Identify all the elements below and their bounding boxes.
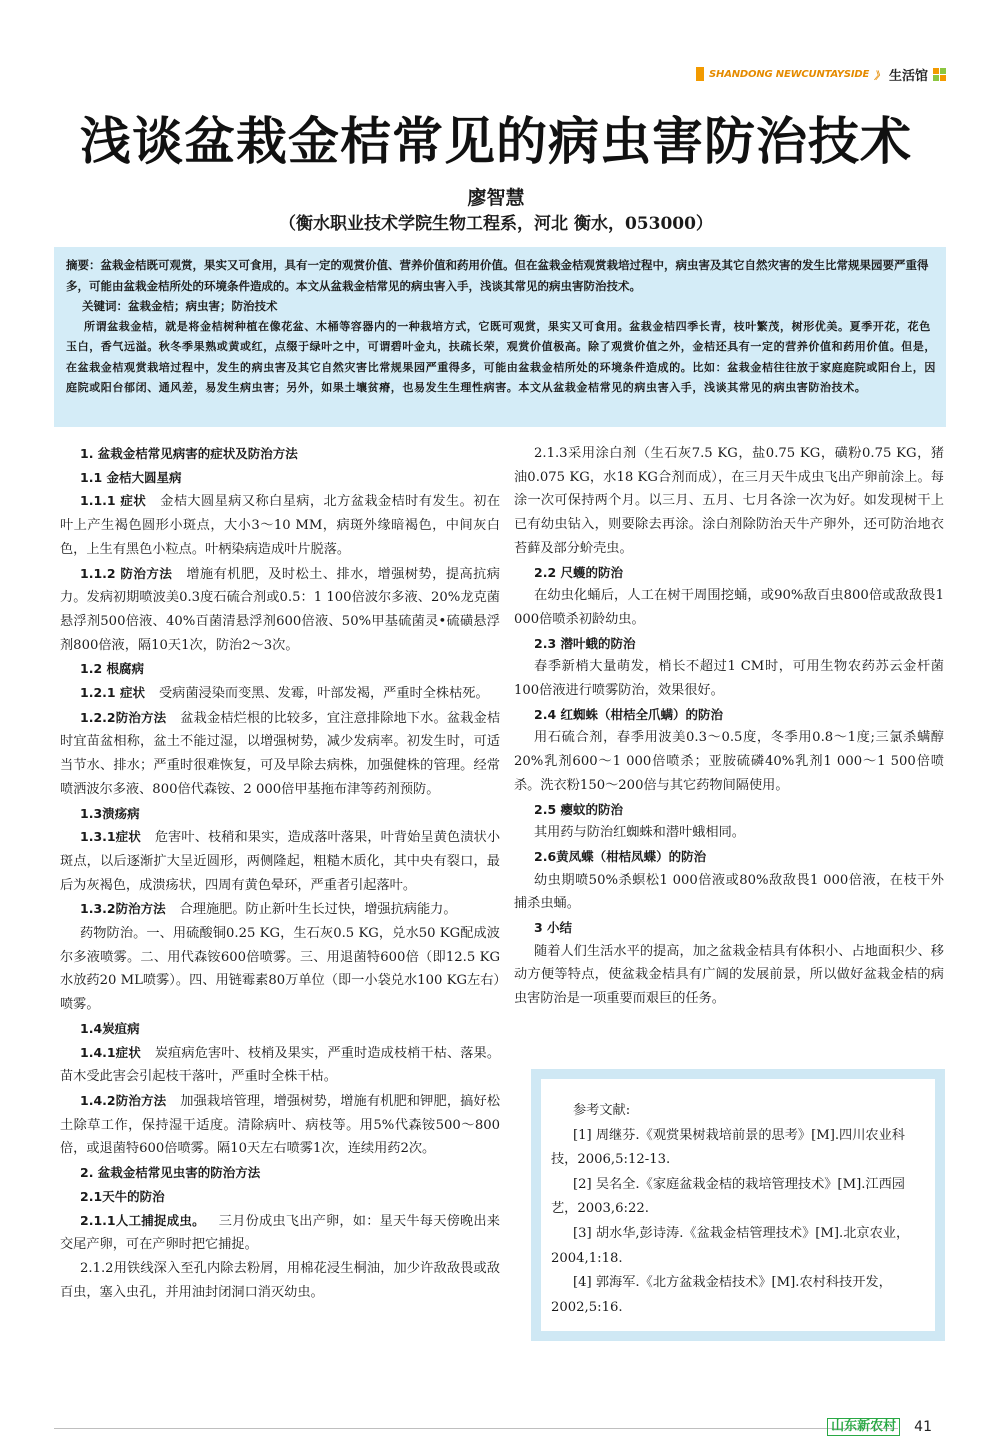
paragraph-text: 盆栽金桔烂根的比较多，宜注意排除地下水。盆栽金桔时宜苗盆相称，盆土不能过湿，以增强树势，减少发病率。初发生时，可适当节水、排水；严重时很难恢复，可及早除去病株，加强健株的管理。经常喷洒波尔多液、800倍代森铵、2 000倍甲基拖布津等药剂预防。 xyxy=(60,710,501,797)
body-paragraph xyxy=(60,897,500,922)
references-title: 参考文献: xyxy=(573,1103,631,1118)
abstract-summary: 摘要：盆栽金桔既可观赏，果实又可食用，具有一定的观赏价值、营养价值和药用价值。但在盆栽金桔观赏栽培过程中，病虫害及其它自然灾害的发生比常规果园要严重得多，可能由盆栽金桔所处的环境条件造成的。本文从盆栽金桔常见的病虫害入手，浅谈其常见的病虫害防治技术。 xyxy=(66,258,929,293)
keywords: 关键词：盆栽金桔；病虫害；防治技术 xyxy=(82,299,278,313)
section-heading: 2.3 潜叶蛾的防治 xyxy=(534,635,636,651)
body-paragraph xyxy=(60,706,500,802)
paragraph-text: 幼虫期喷50%杀螟松1 000倍液或80%敌敌畏1 000倍液，在枝干外捕杀虫蛹。 xyxy=(514,872,944,912)
paragraph-text: 危害叶、枝稍和果实，造成落叶落果，叶背始呈黄色渍状小斑点，以后逐渐扩大呈近圆形，两侧隆起，粗糙木质化，其中央有裂口，最后为灰褐色，成溃疡状，四周有黄色晕环，严重者引起落叶。 xyxy=(60,830,501,893)
paragraph-lead: 1.4.2防治方法 xyxy=(80,1092,167,1108)
body-paragraph xyxy=(60,562,500,658)
body-paragraph xyxy=(60,825,500,897)
reference-item: [4] 郭海军.《北方盆栽金桔技术》[M].农村科技开发，2002,5:16. xyxy=(551,1275,892,1315)
paragraph-text: 用石硫合剂，春季用波美0.3～0.5度，冬季用0.8～1度;三氯杀螨醇20%乳剂600～1 000倍喷杀；亚胺硫磷40%乳剂1 000～1 500倍喷杀。洗衣粉150～200倍与其它药物间隔使用。 xyxy=(514,730,944,793)
paragraph-text: 其用药与防治红蜘蛛和潜叶蛾相同。 xyxy=(534,825,745,841)
left-column xyxy=(60,442,500,1304)
paragraph-lead: 1.1.2 防治方法 xyxy=(80,565,173,581)
section-heading: 3 小结 xyxy=(534,920,573,936)
section-heading: 2.6黄凤蝶（柑桔凤蝶）的防治 xyxy=(534,848,707,864)
paragraph-text: 2.1.2用铁线深入至孔内除去粉屑，用棉花浸生桐油，加少许敌敌畏或敌百虫，塞入虫孔，并用油封闭洞口消灭幼虫。 xyxy=(60,1260,500,1300)
footer-rule xyxy=(54,1428,898,1429)
orange-bar-icon xyxy=(696,67,704,81)
body-paragraph xyxy=(514,442,944,561)
paragraph-text: 加强栽培管理，增强树势，增施有机肥和钾肥，搞好松土除草工作，保持湿干适度。清除病叶、病枝等。用5%代森铵500～800倍，或退菌特600倍喷雾。隔10天左右喷雾1次，连续用药2次。 xyxy=(60,1093,501,1157)
section-heading: 1.1 金桔大圆星病 xyxy=(80,469,182,485)
body-paragraph xyxy=(60,1041,500,1089)
body-paragraph xyxy=(514,821,944,845)
author-affiliation: （衡水职业技术学院生物工程系，河北 衡水，053000） xyxy=(279,214,713,234)
right-column xyxy=(514,442,944,1011)
section-heading: 1. 盆栽金桔常见病害的症状及防治方法 xyxy=(80,446,298,461)
author-name: 廖智慧 xyxy=(467,187,525,209)
section-heading: 2.1天牛的防治 xyxy=(80,1188,165,1204)
paragraph-text: 2.1.3采用涂白剂（生石灰7.5 KG，盐0.75 KG，磺粉0.75 KG，猪油0.075 KG，水18 KG合剂而成），在三月天牛成虫飞出产卵前涂上。每涂一次可保持两个月。以三月、五月、七月各涂一次为好。如发现树干上已有幼虫钻入，则要除去再涂。涂白剂除防治天牛产卵外，还可防治地衣苔藓及部分蚧壳虫。 xyxy=(514,446,944,556)
page-number: 41 xyxy=(914,1419,932,1435)
paragraph-text: 随着人们生活水平的提高，加之盆栽金桔具有体积小、占地面积少、移动方便等特点，使盆栽金桔具有广阔的发展前景，所以做好盆栽金桔的病虫害防治是一项重要而艰巨的任务。 xyxy=(514,943,944,1007)
body-paragraph xyxy=(514,869,944,916)
paragraph-lead: 1.3.2防治方法 xyxy=(80,901,166,917)
section-heading: 2.2 尺蠖的防治 xyxy=(534,564,623,580)
section-heading: 2.4 红蜘蛛（柑桔全爪螨）的防治 xyxy=(534,706,723,722)
magazine-logo: 山东新农村 xyxy=(827,1418,900,1436)
body-paragraph xyxy=(514,655,944,702)
body-paragraph xyxy=(60,1209,500,1257)
references-box xyxy=(531,1069,945,1341)
section-heading: 1.4炭疽病 xyxy=(80,1020,140,1036)
paragraph-text: 金桔大圆星病又称白星病，北方盆栽金桔时有发生。初在叶上产生褐色圆形小斑点，大小3～10 MM，病斑外缘暗褐色，中间灰白色，上生有黑色小粒点。叶柄染病造成叶片脱落。 xyxy=(60,494,501,557)
abstract-box xyxy=(54,247,946,427)
paragraph-text: 春季新梢大量萌发，梢长不超过1 CM时，可用生物农药苏云金杆菌100倍液进行喷雾防治，效果很好。 xyxy=(514,659,944,699)
paragraph-lead: 1.4.1症状 xyxy=(80,1044,141,1060)
reference-item: [3] 胡水华,彭诗涛.《盆栽金桔管理技术》[M].北京农业，2004,1:18. xyxy=(551,1225,910,1266)
paragraph-text: 合理施肥。防止新叶生长过快，增强抗病能力。 xyxy=(179,902,457,918)
intro-paragraph: 所谓盆栽金桔，就是将金桔树种植在像花盆、木桶等容器内的一种栽培方式，它既可观赏，果实又可食用。盆栽金桔四季长青，枝叶繁茂，树形优美。夏季开花，花色玉白，香气远溢。秋冬季果熟或黄或红，点缀于绿叶之中，可谓碧叶金丸，扶疏长荣，观赏价值极高。除了观赏价值之外，金桔还具有一定的营养价值和药用价值。但是，在盆栽金桔观赏栽培过程中，发生的病虫害及其它自然灾害比常规果园严重得多，可能由盆栽金桔所处的环境条件造成的。比如：盆栽金桔往往放于家庭庭院或阳台上，因庭院或阳台郁闭、通风差，易发生病虫害；另外，如果土壤贫瘠，也易发生生理性病害。本文从盆栽金桔常见的病虫害入手，浅谈其常见的病虫害防治技术。 xyxy=(66,319,936,394)
paragraph-text: 三月份成虫飞出产卵，如：星天牛每天傍晚出来交尾产卵，可在产卵时把它捕捉。 xyxy=(60,1213,500,1253)
paragraph-lead: 1.2.2防治方法 xyxy=(80,709,167,725)
body-paragraph xyxy=(514,726,944,797)
body-paragraph xyxy=(60,922,500,1017)
section-heading: 2.5 瘿蚊的防治 xyxy=(534,801,623,817)
body-paragraph xyxy=(60,1257,500,1304)
magazine-name-en: SHANDONG NEWCUNTAYSIDE xyxy=(709,68,870,80)
paragraph-lead: 1.1.1 症状 xyxy=(80,493,147,509)
body-paragraph xyxy=(60,1089,500,1161)
section-name: 生活馆 xyxy=(888,68,928,84)
article-title: 浅谈盆栽金桔常见的病虫害防治技术 xyxy=(79,113,912,172)
paragraph-text: 炭疽病危害叶、枝梢及果实，严重时造成枝梢干枯、落果。苗木受此害会引起枝干落叶，严重时全株干枯。 xyxy=(60,1045,501,1085)
section-heading: 1.2 根腐病 xyxy=(80,661,144,677)
section-heading: 1.3溃疡病 xyxy=(80,805,140,821)
body-paragraph xyxy=(60,681,500,706)
paragraph-text: 在幼虫化蛹后，人工在树干周围挖蛹，或90%敌百虫800倍或敌敌畏1 000倍喷杀初龄幼虫。 xyxy=(514,588,944,627)
reference-item: [2] 吴名全.《家庭盆栽金桔的栽培管理技术》[M].江西园艺，2003,6:22. xyxy=(551,1176,905,1217)
page-footer xyxy=(827,1418,932,1436)
paragraph-lead: 2.1.1人工捕捉成虫。 xyxy=(80,1212,205,1228)
paragraph-lead: 1.2.1 症状 xyxy=(80,685,145,701)
references-inner xyxy=(541,1079,935,1331)
grid-squares-icon xyxy=(933,68,946,81)
body-paragraph xyxy=(60,489,500,561)
section-heading: 2. 盆栽金桔常见虫害的防治方法 xyxy=(80,1165,261,1181)
magazine-header xyxy=(696,66,946,82)
paragraph-text: 药物防治。一、用硫酸铜0.25 KG，生石灰0.5 KG，兑水50 KG配成波尔多液喷雾。二、用代森铵600倍喷雾。三、用退菌特600倍（即12.5 KG水放药20 ML喷雾）。四、用链霉素80万单位（即一小袋兑水100 KG左右）喷雾。 xyxy=(60,926,500,1013)
paragraph-text: 增施有机肥，及时松土、排水，增强树势，提高抗病力。发病初期喷波美0.3度石硫合剂或0.5：1 100倍波尔多液、20%龙克菌悬浮剂500倍液、40%百菌清悬浮剂600倍液、50%甲基硫菌灵•硫磺悬浮剂800倍液，隔10天1次，防治2～3次。 xyxy=(60,566,500,653)
header-separator: 》 xyxy=(874,70,884,82)
body-paragraph xyxy=(514,940,944,1011)
body-paragraph xyxy=(514,584,944,631)
paragraph-lead: 1.3.1症状 xyxy=(80,829,141,845)
reference-item: [1] 周继芬.《观赏果树栽培前景的思考》[M].四川农业科技，2006,5:12-13. xyxy=(551,1127,905,1168)
paragraph-text: 受病菌浸染而变黑、发霉，叶部发褐，严重时全株枯死。 xyxy=(158,686,489,702)
